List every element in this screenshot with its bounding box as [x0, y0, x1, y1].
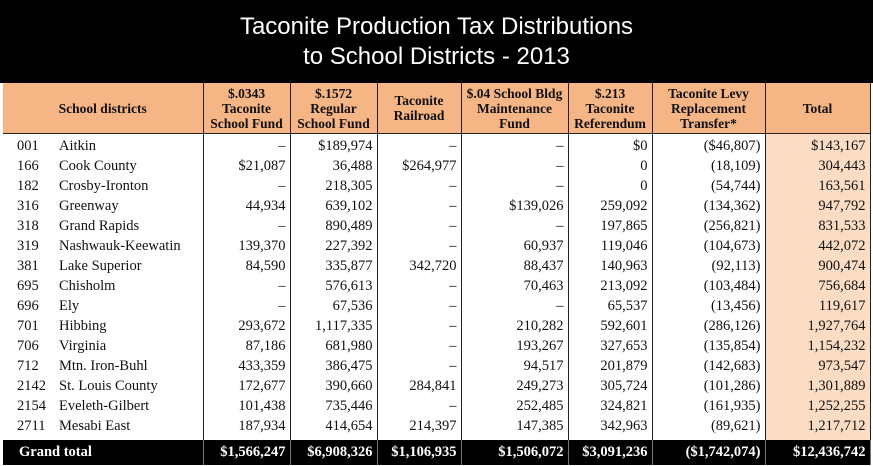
district-code: 712 — [17, 357, 39, 374]
title-line-1: Taconite Production Tax Distributions — [239, 12, 634, 40]
value-cell: $264,977 — [377, 156, 461, 176]
value-cell: 193,267 — [461, 336, 568, 356]
value-cell: (134,362) — [652, 196, 765, 216]
district-cell — [3, 356, 203, 376]
table-row — [3, 196, 870, 216]
value-cell: – — [377, 396, 461, 416]
column-header-line: Taconite — [585, 100, 635, 116]
district-name: Greenway — [59, 197, 119, 214]
value-cell: – — [377, 316, 461, 336]
district-name: Crosby-Ironton — [59, 177, 149, 194]
value-cell: 735,446 — [290, 396, 377, 416]
value-cell: 201,879 — [568, 356, 652, 376]
row-total-cell: 1,217,712 — [765, 416, 870, 436]
row-total-cell: 756,684 — [765, 276, 870, 296]
column-header-line: School Fund — [210, 115, 283, 131]
value-cell: 214,397 — [377, 416, 461, 436]
value-cell: (256,821) — [652, 216, 765, 236]
value-cell: 187,934 — [203, 416, 290, 436]
district-code: 182 — [17, 177, 39, 194]
district-name: Aitkin — [59, 137, 97, 154]
value-cell: – — [377, 356, 461, 376]
table-row — [3, 276, 870, 296]
district-code: 2711 — [17, 417, 46, 434]
value-cell: 335,877 — [290, 256, 377, 276]
table-row — [3, 376, 870, 396]
column-header-line: Regular — [310, 100, 357, 116]
table-row — [3, 134, 870, 157]
value-cell: 101,438 — [203, 396, 290, 416]
value-cell: – — [461, 216, 568, 236]
district-name: Chisholm — [59, 277, 116, 294]
value-cell: 414,654 — [290, 416, 377, 436]
value-cell: 87,186 — [203, 336, 290, 356]
value-cell: 293,672 — [203, 316, 290, 336]
table-row — [3, 256, 870, 276]
district-code: 319 — [17, 237, 39, 254]
district-name: Nashwauk-Keewatin — [59, 237, 181, 254]
chart-title — [0, 0, 873, 83]
grand-total-value: $6,908,326 — [290, 440, 377, 465]
value-cell: 0 — [568, 176, 652, 196]
district-cell — [3, 376, 203, 396]
table-row — [3, 156, 870, 176]
grand-total-value: $1,566,247 — [203, 440, 290, 465]
district-cell — [3, 296, 203, 316]
title-line-2: to School Districts - 2013 — [303, 42, 570, 70]
column-header-line: School districts — [58, 100, 147, 116]
value-cell: 88,437 — [461, 256, 568, 276]
table-row — [3, 176, 870, 196]
row-total-cell: 900,474 — [765, 256, 870, 276]
value-cell: (89,621) — [652, 416, 765, 436]
row-total-cell: 442,072 — [765, 236, 870, 256]
value-cell: (92,113) — [652, 256, 765, 276]
district-code: 001 — [17, 137, 39, 154]
table-row — [3, 216, 870, 236]
value-cell: 140,963 — [568, 256, 652, 276]
grand-total-value: $12,436,742 — [765, 440, 870, 465]
district-name: Virginia — [59, 337, 107, 354]
value-cell: (161,935) — [652, 396, 765, 416]
column-header — [652, 83, 765, 134]
district-cell — [3, 416, 203, 436]
value-cell: 94,517 — [461, 356, 568, 376]
value-cell: – — [377, 196, 461, 216]
district-name: Hibbing — [59, 317, 107, 334]
district-cell — [3, 276, 203, 296]
value-cell: 197,865 — [568, 216, 652, 236]
district-cell — [3, 196, 203, 216]
value-cell: 0 — [568, 156, 652, 176]
district-code: 2154 — [17, 397, 46, 414]
district-cell — [3, 236, 203, 256]
district-name: Eveleth-Gilbert — [59, 397, 150, 414]
column-header — [290, 83, 377, 134]
row-total-cell: 1,252,255 — [765, 396, 870, 416]
value-cell: – — [203, 276, 290, 296]
value-cell: 305,724 — [568, 376, 652, 396]
value-cell: 67,536 — [290, 296, 377, 316]
value-cell: 44,934 — [203, 196, 290, 216]
column-header-line: Transfer* — [680, 115, 737, 131]
district-cell — [3, 336, 203, 356]
column-header-line: $.1572 — [314, 85, 353, 101]
value-cell: – — [203, 296, 290, 316]
value-cell: 147,385 — [461, 416, 568, 436]
table-row — [3, 316, 870, 336]
value-cell: 259,092 — [568, 196, 652, 216]
table-body — [3, 134, 870, 441]
district-cell — [3, 256, 203, 276]
column-header-line: $.0343 — [227, 85, 266, 101]
district-code: 381 — [17, 257, 39, 274]
value-cell: 324,821 — [568, 396, 652, 416]
value-cell: – — [203, 176, 290, 196]
column-header — [3, 83, 203, 134]
district-code: 166 — [17, 157, 39, 174]
value-cell: (142,683) — [652, 356, 765, 376]
value-cell: 139,370 — [203, 236, 290, 256]
value-cell: – — [203, 134, 290, 157]
row-total-cell: 1,301,889 — [765, 376, 870, 396]
grand-total-value: $1,506,072 — [461, 440, 568, 465]
table-row — [3, 336, 870, 356]
row-total-cell: 304,443 — [765, 156, 870, 176]
table-row — [3, 396, 870, 416]
column-header-line: Total — [802, 100, 833, 116]
column-header — [461, 83, 568, 134]
value-cell: (286,126) — [652, 316, 765, 336]
table-header — [3, 83, 870, 134]
value-cell: 213,092 — [568, 276, 652, 296]
value-cell: – — [377, 276, 461, 296]
value-cell: $21,087 — [203, 156, 290, 176]
value-cell: 386,475 — [290, 356, 377, 376]
value-cell: (103,484) — [652, 276, 765, 296]
district-name: Mesabi East — [59, 417, 131, 434]
value-cell: – — [377, 336, 461, 356]
value-cell: 36,488 — [290, 156, 377, 176]
value-cell: ($46,807) — [652, 134, 765, 157]
value-cell: 84,590 — [203, 256, 290, 276]
header-row — [3, 83, 870, 134]
column-header — [568, 83, 652, 134]
value-cell: – — [461, 296, 568, 316]
district-code: 706 — [17, 337, 39, 354]
value-cell: (104,673) — [652, 236, 765, 256]
column-header — [203, 83, 290, 134]
value-cell: $139,026 — [461, 196, 568, 216]
value-cell: 890,489 — [290, 216, 377, 236]
district-name: Lake Superior — [59, 257, 142, 274]
value-cell: 60,937 — [461, 236, 568, 256]
district-code: 695 — [17, 277, 39, 294]
value-cell: (54,744) — [652, 176, 765, 196]
table-row — [3, 236, 870, 256]
value-cell: – — [377, 134, 461, 157]
district-code: 696 — [17, 297, 39, 314]
value-cell: 65,537 — [568, 296, 652, 316]
value-cell: 592,601 — [568, 316, 652, 336]
value-cell: 172,677 — [203, 376, 290, 396]
row-total-cell: 119,617 — [765, 296, 870, 316]
value-cell: 576,613 — [290, 276, 377, 296]
table-row — [3, 356, 870, 376]
district-code: 2142 — [17, 377, 46, 394]
grand-total-row — [3, 440, 870, 465]
value-cell: – — [377, 216, 461, 236]
value-cell: – — [377, 236, 461, 256]
column-header-line: School Fund — [297, 115, 370, 131]
grand-total-label: Grand total — [3, 440, 203, 465]
district-code: 316 — [17, 197, 39, 214]
distribution-table — [3, 83, 871, 465]
value-cell: – — [461, 176, 568, 196]
column-header-line: Taconite Levy — [668, 85, 749, 101]
district-code: 701 — [17, 317, 39, 334]
table-row — [3, 296, 870, 316]
district-cell — [3, 216, 203, 236]
column-header-line: Referendum — [574, 115, 646, 131]
value-cell: – — [377, 296, 461, 316]
value-cell: (101,286) — [652, 376, 765, 396]
column-header — [765, 83, 870, 134]
value-cell: 327,653 — [568, 336, 652, 356]
row-total-cell: 831,533 — [765, 216, 870, 236]
district-code: 318 — [17, 217, 39, 234]
value-cell: – — [377, 176, 461, 196]
value-cell: 119,046 — [568, 236, 652, 256]
row-total-cell: 947,792 — [765, 196, 870, 216]
value-cell: (13,456) — [652, 296, 765, 316]
grand-total-value: $1,106,935 — [377, 440, 461, 465]
row-total-cell: 1,154,232 — [765, 336, 870, 356]
value-cell: 681,980 — [290, 336, 377, 356]
district-name: Ely — [59, 297, 80, 314]
district-cell — [3, 176, 203, 196]
table-footer — [3, 440, 870, 465]
column-header-line: Railroad — [393, 108, 445, 123]
district-cell — [3, 134, 203, 157]
district-cell — [3, 396, 203, 416]
column-header-line: Taconite — [221, 100, 271, 116]
row-total-cell: 1,927,764 — [765, 316, 870, 336]
value-cell: 390,660 — [290, 376, 377, 396]
column-header-line: Fund — [499, 115, 530, 131]
column-header-line: Taconite — [394, 93, 444, 108]
row-total-cell: 163,561 — [765, 176, 870, 196]
column-header-line: $.04 School Bldg — [466, 85, 563, 101]
column-header-line: Replacement — [671, 100, 746, 116]
value-cell: 249,273 — [461, 376, 568, 396]
value-cell: – — [461, 156, 568, 176]
value-cell: 70,463 — [461, 276, 568, 296]
value-cell: $0 — [568, 134, 652, 157]
district-name: Mtn. Iron-Buhl — [59, 357, 148, 374]
value-cell: – — [203, 216, 290, 236]
grand-total-value: $3,091,236 — [568, 440, 652, 465]
column-header — [377, 83, 461, 134]
column-header-line: $.213 — [594, 85, 626, 101]
value-cell: – — [461, 134, 568, 157]
value-cell: 1,117,335 — [290, 316, 377, 336]
row-total-cell: $143,167 — [765, 134, 870, 157]
value-cell: 342,963 — [568, 416, 652, 436]
district-name: St. Louis County — [59, 377, 158, 394]
district-name: Grand Rapids — [59, 217, 140, 234]
table-row — [3, 416, 870, 436]
grand-total-value: ($1,742,074) — [652, 440, 765, 465]
value-cell: 284,841 — [377, 376, 461, 396]
value-cell: 210,282 — [461, 316, 568, 336]
value-cell: $189,974 — [290, 134, 377, 157]
value-cell: 433,359 — [203, 356, 290, 376]
district-cell — [3, 316, 203, 336]
value-cell: 639,102 — [290, 196, 377, 216]
value-cell: 342,720 — [377, 256, 461, 276]
value-cell: 218,305 — [290, 176, 377, 196]
value-cell: 227,392 — [290, 236, 377, 256]
column-header-line: Maintenance — [477, 100, 552, 116]
district-name: Cook County — [59, 157, 137, 174]
value-cell: 252,485 — [461, 396, 568, 416]
district-cell — [3, 156, 203, 176]
value-cell: (135,854) — [652, 336, 765, 356]
row-total-cell: 973,547 — [765, 356, 870, 376]
value-cell: (18,109) — [652, 156, 765, 176]
